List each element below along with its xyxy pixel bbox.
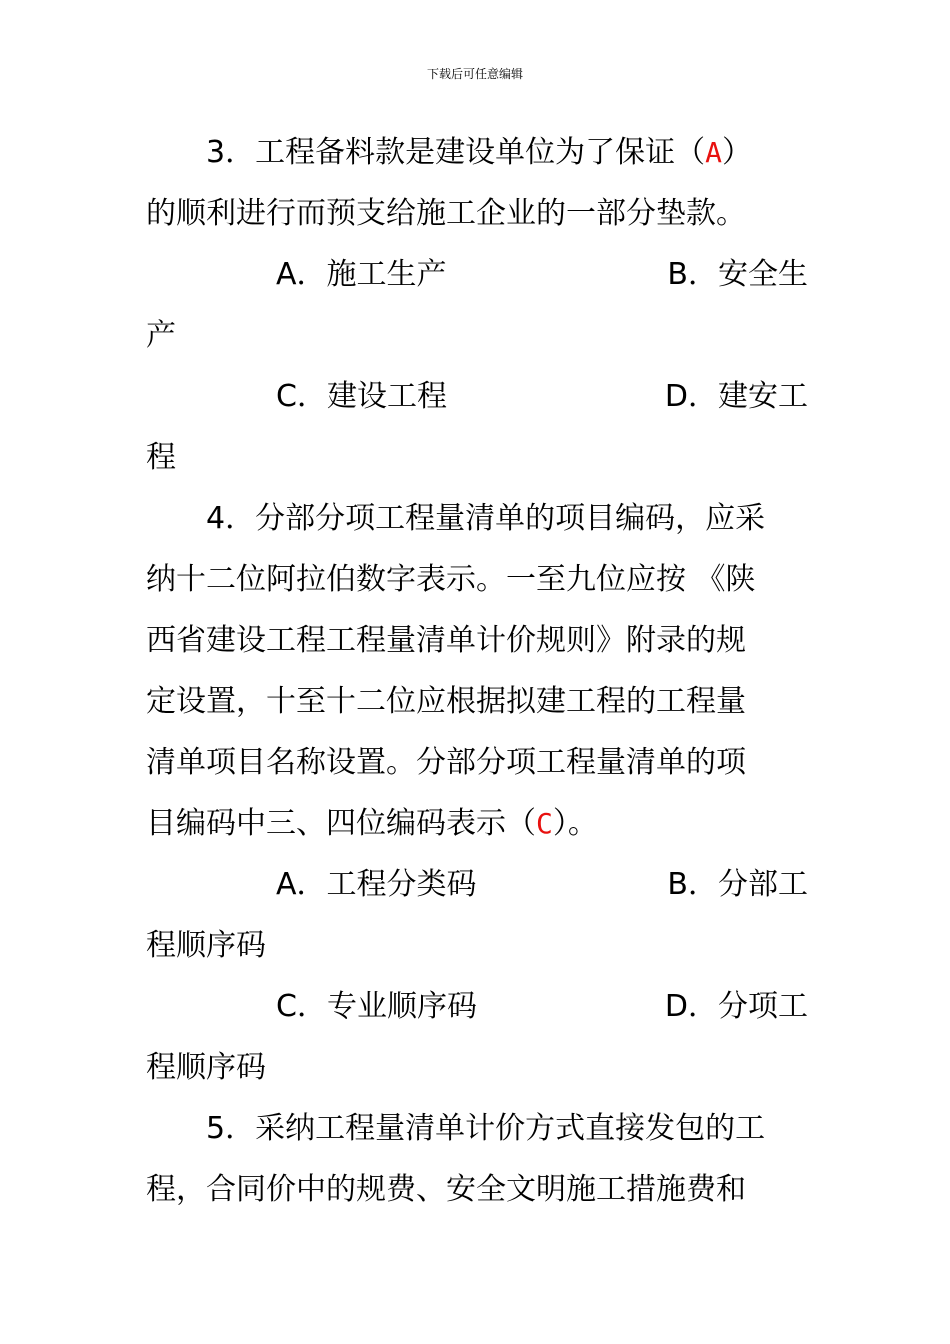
question-4-line-4: 定设置，十至十二位应根据拟建工程的工程量 [146, 684, 746, 719]
question-3-option-c: C．建设工程 [276, 379, 447, 414]
question-4-option-d: D．分项工 [664, 989, 808, 1024]
question-4-line-6 [146, 793, 808, 854]
document-body [146, 122, 808, 1220]
question-3-stem: 3．工程备料款是建设单位为了保证（ [206, 135, 706, 170]
question-3-option-a: A．施工生产 [276, 257, 447, 292]
question-4-option-b: B．分部工 [667, 867, 808, 902]
question-3-option-d-continued: 程 [146, 440, 176, 475]
question-4-options-ab [146, 854, 808, 915]
question-3-options-cd [146, 366, 808, 427]
question-4-line-5: 清单项目名称设置。分部分项工程量清单的项 [146, 745, 746, 780]
question-3-answer: A [705, 136, 722, 169]
question-5-line-2: 程，合同价中的规费、安全文明施工措施费和 [146, 1172, 746, 1207]
question-3-line-2: 的顺利进行而预支给施工企业的一部分垫款。 [146, 196, 746, 231]
question-4-options-cd [146, 976, 808, 1037]
question-4-stem-end: 目编码中三、四位编码表示（ [146, 806, 536, 841]
question-4-line-1: 4．分部分项工程量清单的项目编码，应采 [206, 501, 766, 536]
question-3-option-d: D．建安工 [664, 379, 808, 414]
question-4-option-a: A．工程分类码 [276, 867, 477, 902]
question-4-option-d-continued: 程顺序码 [146, 1050, 266, 1085]
question-4-option-b-continued: 程顺序码 [146, 928, 266, 963]
question-4-option-c: C．专业顺序码 [276, 989, 477, 1024]
question-3-line-1 [146, 122, 808, 183]
question-4-answer: C [536, 807, 553, 840]
question-4-line-3: 西省建设工程工程量清单计价规则》附录的规 [146, 623, 746, 658]
page-header: 下载后可任意编辑 [426, 67, 523, 81]
question-3-options-ab [146, 244, 808, 305]
question-3-option-b-continued: 产 [146, 318, 176, 353]
question-5-line-1: 5．采纳工程量清单计价方式直接发包的工 [206, 1111, 766, 1146]
question-3-close-paren: ） [721, 135, 752, 170]
question-3-option-b: B．安全生 [667, 257, 808, 292]
question-4-close-paren: ）。 [552, 806, 598, 841]
question-4-line-2: 纳十二位阿拉伯数字表示。一至九位应按 《陕 [146, 562, 756, 597]
